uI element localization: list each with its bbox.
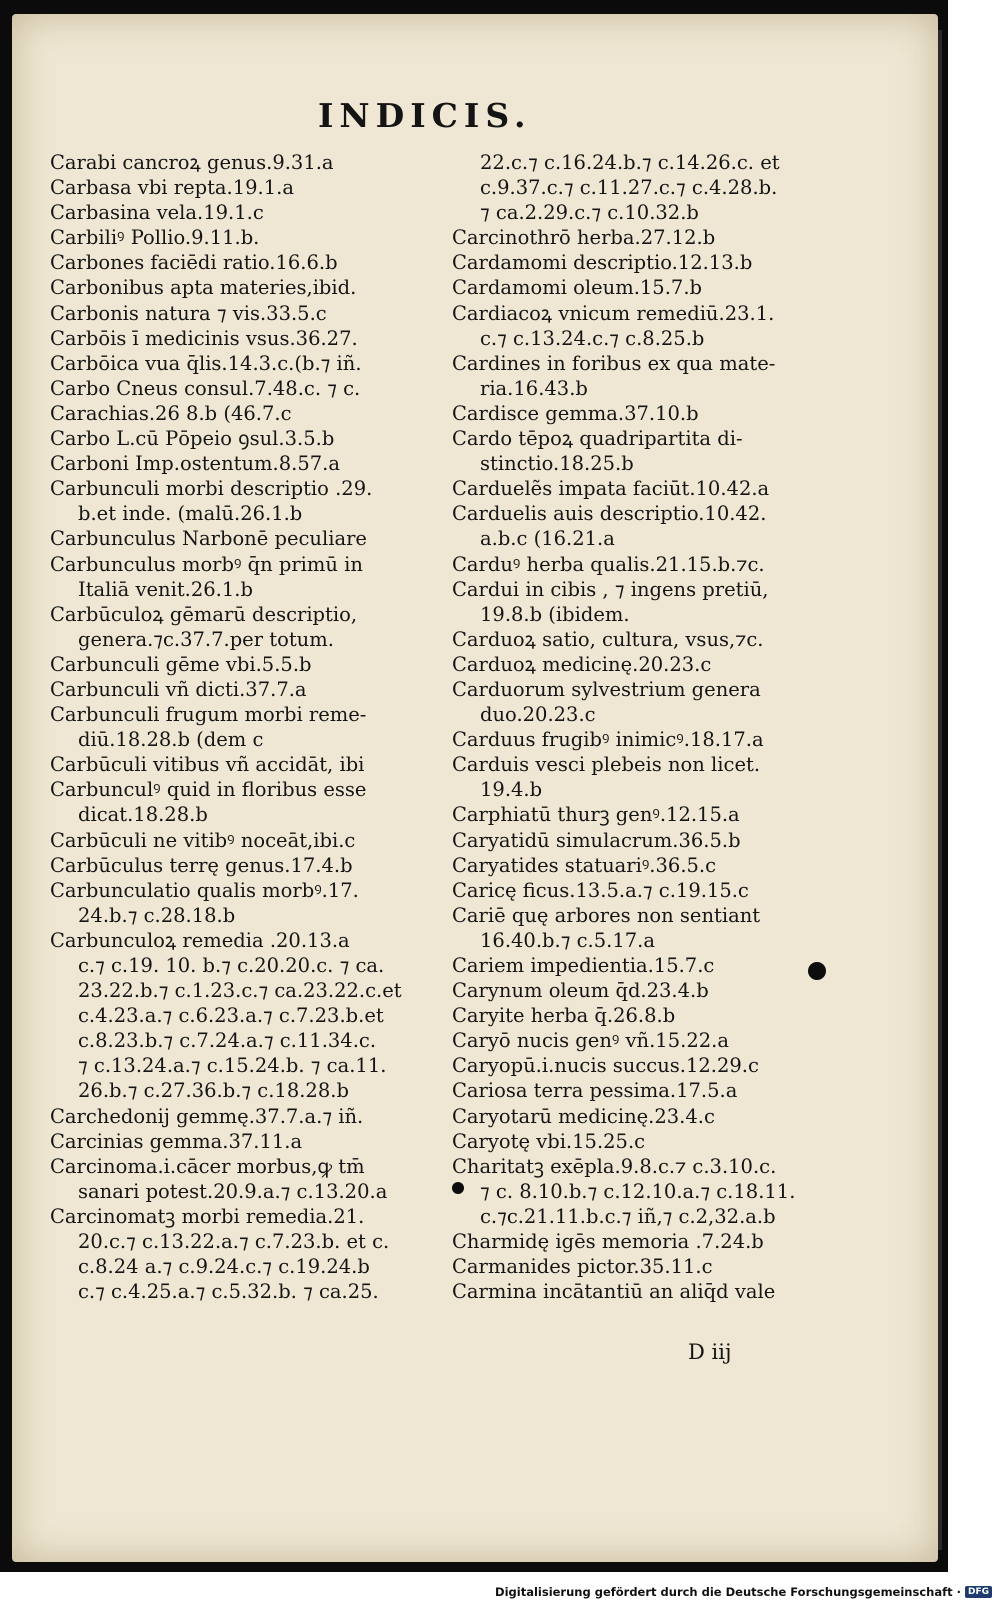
index-entry-line: Carbunculus morbꝰ q̄n primū in <box>50 552 363 576</box>
index-entry-line: stinctio.18.25.b <box>480 452 634 476</box>
index-entry-line: Carachias.26 8.b (46.7.c <box>50 401 292 425</box>
index-entry-line: Caryatidū simulacrum.36.5.b <box>452 828 741 852</box>
index-entry-line: Carduelẽs impata faciūt.10.42.a <box>452 477 770 501</box>
index-entry-line: 24.b.⁊ c.28.18.b <box>78 903 236 927</box>
index-entry-line: c.8.23.b.⁊ c.7.24.a.⁊ c.11.34.c. <box>78 1029 377 1053</box>
index-entry-line: Carmina incātantiū an aliq̄d vale <box>452 1280 776 1304</box>
index-entry-line: a.b.c (16.21.a <box>480 527 615 551</box>
index-entry-line: Italiā venit.26.1.b <box>78 577 253 601</box>
index-entry-line: Carcinothrō herba.27.12.b <box>452 226 716 250</box>
index-entry-line: Carbūculoꝝ gēmarū descriptio, <box>50 602 358 626</box>
index-entry-line: ⁊ c.13.24.a.⁊ c.15.24.b. ⁊ ca.11. <box>78 1054 387 1078</box>
index-entry-line: c.8.24 a.⁊ c.9.24.c.⁊ c.19.24.b <box>78 1255 370 1279</box>
index-entry-line: Carbonis natura ⁊ vis.33.5.c <box>50 301 327 325</box>
index-entry-line: duo.20.23.c <box>480 703 596 727</box>
left-index-column <box>50 150 440 1304</box>
index-entry-line: Caryatides statuariꝰ.36.5.c <box>452 853 717 877</box>
index-entry-line: ria.16.43.b <box>480 376 588 400</box>
index-entry-line: Carbōis ī medicinis vsus.36.27. <box>50 326 358 350</box>
index-entry-line: Carbiliꝰ Pollio.9.11.b. <box>50 226 260 250</box>
index-entry-line: Carbunculi morbi descriptio .29. <box>50 477 373 501</box>
index-entry-line: Carbunculi gēme vbi.5.5.b <box>50 652 312 676</box>
index-entry-line: c.⁊ c.19. 10. b.⁊ c.20.20.c. ⁊ ca. <box>78 954 385 977</box>
index-entry-line: Carduus frugibꝰ inimicꝰ.18.17.a <box>452 728 764 752</box>
digitization-credit <box>495 1585 992 1599</box>
index-entry-line: Carmanides pictor.35.11.c <box>452 1255 713 1279</box>
index-entry-line: 19.8.b (ibidem. <box>480 602 630 626</box>
index-entry-line: Carynum oleum q̄d.23.4.b <box>452 979 709 1003</box>
index-entry-line: 22.c.⁊ c.16.24.b.⁊ c.14.26.c. et <box>480 151 780 174</box>
index-entry-line: Carcinias gemma.37.11.a <box>50 1129 303 1153</box>
index-entry-line: Caryō nucis genꝰ vñ.15.22.a <box>452 1029 729 1053</box>
index-entry-line: Carchedonij gemmę.37.7.a.⁊ iñ. <box>50 1104 364 1128</box>
index-entry-line: Carphiatū thurꝫ genꝰ.12.15.a <box>452 803 740 827</box>
index-entry-line: c.⁊ c.13.24.c.⁊ c.8.25.b <box>480 326 705 350</box>
index-entry-line: sanari potest.20.9.a.⁊ c.13.20.a <box>78 1179 388 1203</box>
index-entry-line: 20.c.⁊ c.13.22.a.⁊ c.7.23.b. et c. <box>78 1230 390 1254</box>
index-entry-line: Cardo tēpoꝝ quadripartita di- <box>452 427 743 451</box>
running-head: INDICIS. <box>318 96 532 135</box>
index-entry-line: Charmidę igēs memoria .7.24.b <box>452 1230 764 1254</box>
index-entry-line: Carduoꝝ satio, cultura, vsus,⁊c. <box>452 627 764 651</box>
dfg-logo: DFG <box>965 1586 992 1598</box>
index-entry-line: Carbasina vela.19.1.c <box>50 201 264 225</box>
index-entry-line: Carbunculꝰ quid in floribus esse <box>50 778 367 802</box>
credit-text: Digitalisierung gefördert durch die Deutsche Forschungsgemeinschaft · <box>495 1585 961 1599</box>
index-entry-line: dicat.18.28.b <box>78 803 208 827</box>
index-entry-line: c.4.23.a.⁊ c.6.23.a.⁊ c.7.23.b.et <box>78 1004 384 1028</box>
index-entry-line: 23.22.b.⁊ c.1.23.c.⁊ ca.23.22.c.et <box>78 979 402 1003</box>
index-entry-line: Carduorum sylvestrium genera <box>452 677 761 701</box>
index-entry-line: Carbunculoꝝ remedia .20.13.a <box>50 928 350 952</box>
ink-blot <box>808 962 826 980</box>
index-entry-line: Cardines in foribus ex qua mate- <box>452 351 776 375</box>
ink-blot <box>452 1182 464 1194</box>
index-entry-line: Cariosa terra pessima.17.5.a <box>452 1079 738 1103</box>
index-entry-line: Carbūculus terrę genus.17.4.b <box>50 853 353 877</box>
index-entry-line: Caryotarū medicinę.23.4.c <box>452 1104 715 1128</box>
index-entry-line: Cariē quę arbores non sentiant <box>452 903 761 927</box>
index-entry-line: Carbōica vua q̄lis.14.3.c.(b.⁊ iñ. <box>50 351 362 375</box>
index-entry-line: Carbones faciēdi ratio.16.6.b <box>50 251 338 275</box>
index-entry-line: Carbūculi ne vitibꝰ noceāt,ibi.c <box>50 828 356 852</box>
index-entry-line: Cardamomi descriptio.12.13.b <box>452 251 753 275</box>
index-entry-line: Carduelis auis descriptio.10.42. <box>452 502 767 526</box>
index-entry-line: Caryite herba q̄.26.8.b <box>452 1004 676 1028</box>
index-entry-line: c.9.37.c.⁊ c.11.27.c.⁊ c.4.28.b. <box>480 176 778 200</box>
index-entry-line: 16.40.b.⁊ c.5.17.a <box>480 928 655 952</box>
index-entry-line: Cariem impedientia.15.7.c <box>452 954 715 977</box>
index-entry-line: genera.⁊c.37.7.per totum. <box>78 627 334 651</box>
index-entry-line: 26.b.⁊ c.27.36.b.⁊ c.18.28.b <box>78 1079 349 1103</box>
index-entry-line: Carbunculus Narbonē peculiare <box>50 527 367 551</box>
index-entry-line: Carabi cancroꝝ genus.9.31.a <box>50 151 334 174</box>
index-entry-line: Carcinoma.i.cācer morbus,ꝙ tm̄ <box>50 1154 365 1178</box>
index-entry-line: ⁊ c. 8.10.b.⁊ c.12.10.a.⁊ c.18.11. <box>480 1179 796 1203</box>
index-entry-line: b.et inde. (malū.26.1.b <box>78 502 303 526</box>
index-entry-line: Carduꝰ herba qualis.21.15.b.⁊c. <box>452 552 765 576</box>
index-entry-line: Cardamomi oleum.15.7.b <box>452 276 702 300</box>
index-entry-line: Carbo L.cū Pōpeio ꝯsul.3.5.b <box>50 427 335 451</box>
index-entry-line: Carbunculi vñ dicti.37.7.a <box>50 677 307 701</box>
index-entry-line: Carbunculi frugum morbi reme- <box>50 703 367 727</box>
index-entry-line: Carduoꝝ medicinę.20.23.c <box>452 652 712 676</box>
index-entry-line: Carboni Imp.ostentum.8.57.a <box>50 452 340 476</box>
index-entry-line: Caricę ficus.13.5.a.⁊ c.19.15.c <box>452 878 749 902</box>
index-entry-line: Carcinomatꝫ morbi remedia.21. <box>50 1204 365 1228</box>
index-entry-line: Caryopū.i.nucis succus.12.29.c <box>452 1054 759 1078</box>
index-entry-line: Cardiacoꝝ vnicum remediū.23.1. <box>452 301 775 325</box>
index-entry-line: Cardui in cibis , ⁊ ingens pretiū, <box>452 577 769 601</box>
index-entry-line: Charitatꝫ exēpla.9.8.c.⁊ c.3.10.c. <box>452 1154 777 1178</box>
right-index-column <box>452 150 842 1304</box>
index-entry-line: diū.18.28.b (dem c <box>78 728 264 752</box>
index-entry-line: Carduis vesci plebeis non licet. <box>452 753 761 777</box>
index-entry-line: Cardisce gemma.37.10.b <box>452 401 699 425</box>
index-entry-line: Carbunculatio qualis morbꝰ.17. <box>50 878 359 902</box>
index-entry-line: c.⁊c.21.11.b.c.⁊ iñ,⁊ c.2,32.a.b <box>480 1204 776 1228</box>
index-entry-line: c.⁊ c.4.25.a.⁊ c.5.32.b. ⁊ ca.25. <box>78 1280 379 1304</box>
index-entry-line: Caryotę vbi.15.25.c <box>452 1129 646 1153</box>
signature-mark: D iij <box>688 1340 732 1364</box>
index-entry-line: Carbonibus apta materies,ibid. <box>50 276 357 300</box>
index-entry-line: 19.4.b <box>480 778 543 802</box>
index-entry-line: Carbasa vbi repta.19.1.a <box>50 176 294 200</box>
index-entry-line: Carbo Cneus consul.7.48.c. ⁊ c. <box>50 376 361 400</box>
index-entry-line: ⁊ ca.2.29.c.⁊ c.10.32.b <box>480 201 699 225</box>
index-entry-line: Carbūculi vitibus vñ accidāt, ibi <box>50 753 365 777</box>
